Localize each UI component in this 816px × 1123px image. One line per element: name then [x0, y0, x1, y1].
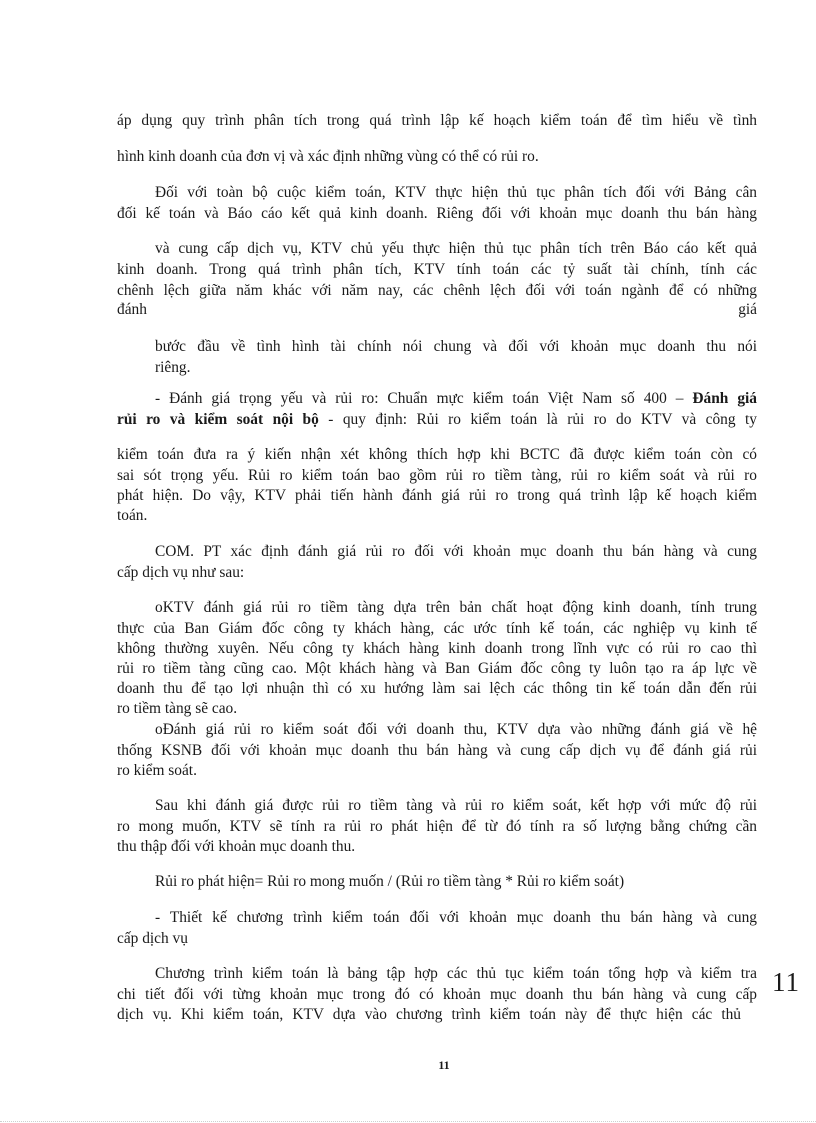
formula-line: Rủi ro phát hiện= Rủi ro mong muốn / (Rủi ro tiềm tàng * Rủi ro kiểm soát) — [155, 873, 625, 890]
text-line: doanh thu để tạo lợi nhuận thì có xu hướng làm sai lệch các thông tin kế toán dẫn đến rủi — [117, 680, 757, 697]
text-line: Chương trình kiểm toán là bảng tập hợp các thủ tục kiểm toán tổng hợp và kiểm tra — [155, 965, 757, 982]
text-fragment: - quy định: Rủi ro kiểm toán là rủi ro do KTV và công ty — [318, 411, 757, 428]
text-line: thực của Ban Giám đốc công ty khách hàng, các ước tính kế toán, các nghiệp vụ kinh tế — [117, 620, 757, 637]
text-line: áp dụng quy trình phân tích trong quá trình lập kế hoạch kiểm toán để tìm hiểu về tình — [117, 112, 757, 129]
text-line: chi tiết đối với từng khoản mục trong đó có khoản mục doanh thu bán hàng và cung cấp — [117, 986, 757, 1003]
text-line: không thường xuyên. Nếu công ty khách hàng kinh doanh trong lĩnh vực có rủi ro cao thì — [117, 640, 757, 657]
footer-page-number: 11 — [438, 1058, 450, 1072]
text-line: ro mong muốn, KTV sẽ tính ra rủi ro phát hiện để từ đó tính ra số lượng bằng chứng cần — [117, 818, 757, 835]
text-line: dịch vụ. Khi kiểm toán, KTV dựa vào chương trình kiểm toán này để thực hiện các thủ — [117, 1006, 741, 1023]
text-line — [117, 411, 757, 429]
text-line: phát hiện. Do vậy, KTV phải tiến hành đánh giá rủi ro trong quá trình lập kế hoạch kiểm — [117, 487, 757, 504]
text-line: cấp dịch vụ — [117, 930, 188, 947]
text-line: - Thiết kế chương trình kiểm toán đối với khoản mục doanh thu bán hàng và cung — [155, 909, 757, 926]
text-line: ro tiềm tàng sẽ cao. — [117, 700, 238, 717]
text-line: COM. PT xác định đánh giá rủi ro đối với khoản mục doanh thu bán hàng và cung — [155, 543, 757, 560]
text-line — [155, 390, 757, 408]
text-fragment: đánh — [117, 301, 147, 318]
bold-term: rủi ro và kiểm soát nội bộ — [117, 411, 319, 428]
text-line: đối kế toán và Báo cáo kết quả kinh doanh. Riêng đối với khoản mục doanh thu bán hàng — [117, 205, 757, 222]
text-fragment: giá — [738, 301, 757, 318]
text-line: riêng. — [155, 359, 191, 376]
text-line: hình kinh doanh của đơn vị và xác định những vùng có thể có rủi ro. — [117, 148, 539, 165]
text-line: ro kiểm soát. — [117, 762, 197, 779]
text-line: sai sót trọng yếu. Rủi ro kiểm toán bao gồm rủi ro tiềm tàng, rủi ro kiểm soát và rủi ro — [117, 467, 757, 484]
text-line: oĐánh giá rủi ro kiểm soát đối với doanh thu, KTV dựa vào những đánh giá về hệ — [155, 721, 757, 738]
bold-term: Đánh giá — [692, 390, 757, 407]
text-line: thống KSNB đối với khoản mục doanh thu bán hàng và cung cấp dịch vụ để đánh giá rủi — [117, 742, 757, 759]
text-line: kinh doanh. Trong quá trình phân tích, KTV tính toán các tỷ suất tài chính, tính các — [117, 261, 757, 278]
text-line — [117, 301, 757, 319]
text-line: rủi ro tiềm tàng cũng cao. Một khách hàng và Ban Giám đốc công ty luôn tạo ra áp lực về — [117, 660, 757, 677]
text-line: toán. — [117, 507, 148, 524]
text-line: và cung cấp dịch vụ, KTV chủ yếu thực hiện thủ tục phân tích trên Báo cáo kết quả — [155, 240, 757, 257]
text-line: Sau khi đánh giá được rủi ro tiềm tàng và rủi ro kiểm soát, kết hợp với mức độ rủi — [155, 797, 757, 814]
text-line: thu thập đối với khoản mục doanh thu. — [117, 838, 356, 855]
footer-divider — [0, 1121, 816, 1122]
text-line: kiểm toán đưa ra ý kiến nhận xét không thích hợp khi BCTC đã được kiểm toán còn có — [117, 446, 757, 463]
text-line: oKTV đánh giá rủi ro tiềm tàng dựa trên bản chất hoạt động kinh doanh, tính trung — [155, 599, 757, 616]
text-fragment: - Đánh giá trọng yếu và rủi ro: Chuẩn mực kiểm toán Việt Nam số 400 – — [155, 390, 693, 407]
text-line: Đối với toàn bộ cuộc kiểm toán, KTV thực hiện thủ tục phân tích đối với Bảng cân — [155, 184, 757, 201]
text-line: cấp dịch vụ như sau: — [117, 564, 245, 581]
text-line: chênh lệch giữa năm khác với năm nay, các chênh lệch đối với toán ngành để có những — [117, 282, 757, 299]
text-line: bước đầu về tình hình tài chính nói chung và đối với khoản mục doanh thu nói — [155, 338, 757, 355]
side-page-number: 11 — [772, 967, 800, 997]
